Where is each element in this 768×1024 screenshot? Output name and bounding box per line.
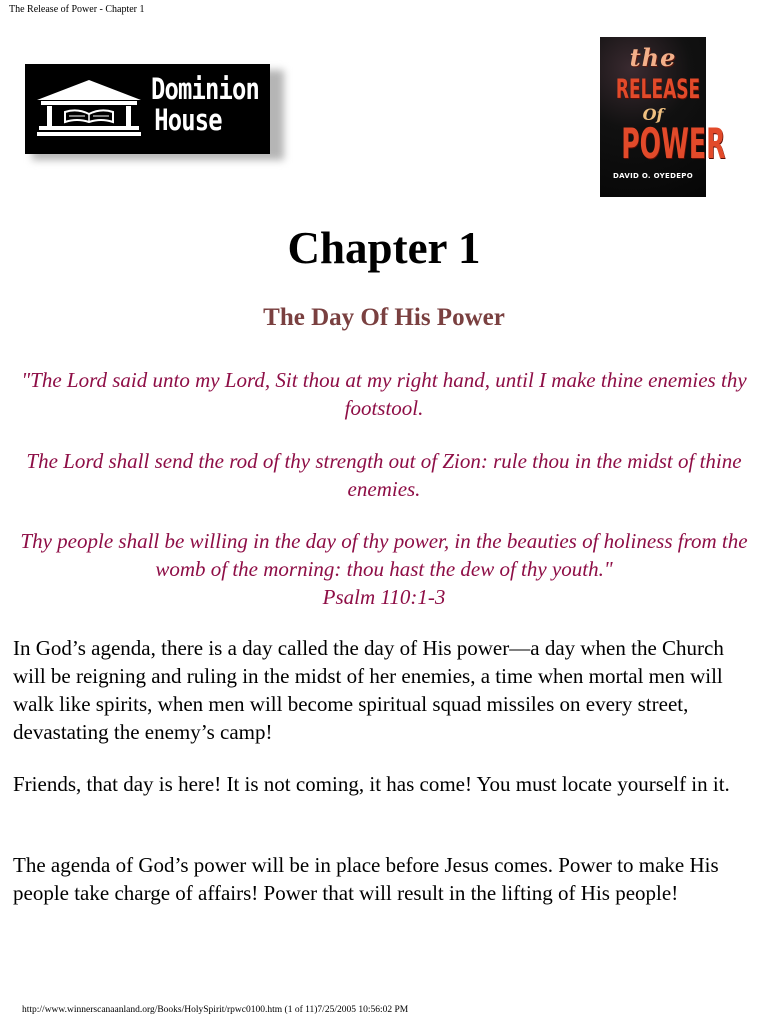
body-paragraph-1: In God’s agenda, there is a day called the day of His power—a day when the Church will be reigning and ruling in the midst of her enemies, a time when mortal men will walk like spirits, when men will become spiritual squad missiles on every street, devastating the enemy’s camp! (13, 636, 724, 744)
book-cover-the: the (629, 43, 677, 72)
scripture-verse-2: The Lord shall send the rod of thy strength out of Zion: rule thou in the midst of thine enemies. (26, 449, 742, 501)
print-header-title: The Release of Power - Chapter 1 (9, 4, 145, 15)
body-paragraph-2: Friends, that day is here! It is not coming, it has come! You must locate yourself in it. (13, 772, 730, 796)
body-paragraph-3: The agenda of God’s power will be in place before Jesus comes. Power to make His people take charge of affairs! Power that will result in the lifting of His people! (13, 853, 719, 905)
scripture-verse-3: Thy people shall be willing in the day of thy power, in the beauties of holiness from the womb of the morning: thou hast the dew of thy youth." (20, 529, 748, 581)
building-icon (33, 76, 145, 142)
logo-line-dominion: Dominion (151, 72, 259, 106)
logo-line-house: House (154, 103, 222, 137)
book-cover-image (600, 37, 726, 197)
chapter-subtitle: The Day Of His Power (263, 304, 505, 331)
book-cover-release: RELEASE (615, 74, 701, 105)
book-cover-author: DAVID O. OYEDEPO (613, 172, 693, 180)
scripture-reference: Psalm 110:1-3 (322, 585, 446, 609)
chapter-title: Chapter 1 (287, 223, 481, 273)
book-cover-power: POWER (621, 119, 726, 168)
scripture-verse-1: "The Lord said unto my Lord, Sit thou at my right hand, until I make thine enemies thy footstool. (21, 368, 747, 420)
print-footer-url: http://www.winnerscanaanland.org/Books/HolySpirit/rpwc0100.htm (1 of 11)7/25/2005 10:56:02 PM (22, 1005, 409, 1015)
dominion-house-logo (25, 64, 270, 154)
book-cover-of: Of (642, 105, 664, 124)
